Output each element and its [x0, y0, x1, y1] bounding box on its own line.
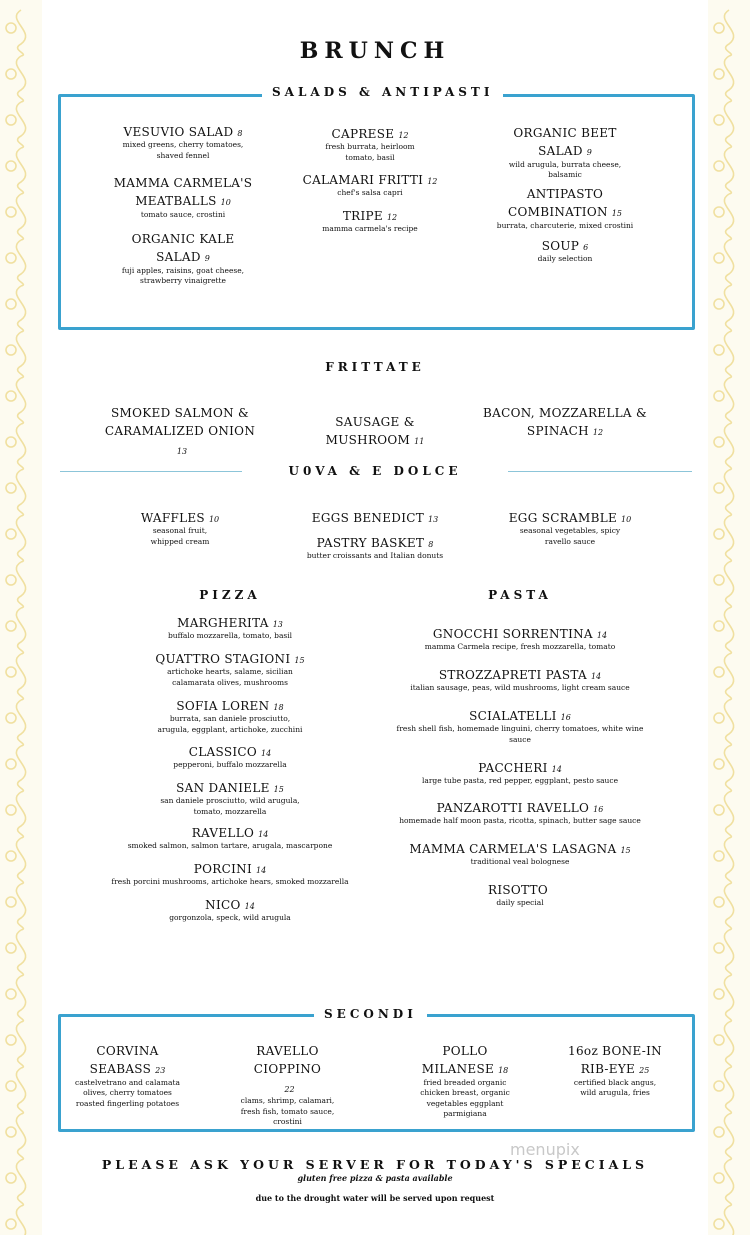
menu-item: CAPRESE 12 fresh burrata, heirloom tomato, basil — [325, 127, 415, 162]
menu-item: RAVELLO 14 smoked salmon, salmon tartare, arugala, mascarpone — [127, 826, 333, 851]
menu-item: 16oz BONE-IN RIB-EYE 25 certified black angus, wild arugula, fries — [568, 1044, 662, 1098]
pasta-heading: PASTA — [488, 588, 552, 602]
menu-item: MARGHERITA 13 buffalo mozzarella, tomato, basil — [167, 616, 293, 641]
frittate-heading: FRITTATE — [325, 360, 425, 374]
menu-item: ORGANIC BEET SALAD 9 wild arugula, burrata cheese, balsamic — [508, 126, 622, 180]
menu-item: WAFFLES 10 seasonal fruit, whipped cream — [140, 511, 220, 546]
divider-line — [60, 471, 242, 472]
menu-item: EGG SCRAMBLE 10 seasonal vegetables, spicy ravello sauce — [508, 511, 632, 546]
menu-item: MAMMA CARMELA'S MEATBALLS 10 tomato sauce, crostini — [113, 176, 253, 219]
menu-item: SAN DANIELE 15 san daniele prosciutto, wild arugula, tomato, mozzarella — [160, 781, 300, 816]
menu-item: RISOTTO daily special — [487, 883, 548, 908]
salads-heading: SALADS & ANTIPASTI — [262, 85, 503, 99]
menu-item: TRIPE 12 mamma carmela's recipe — [322, 209, 418, 234]
menu-item: ORGANIC KALE SALAD 9 fuji apples, raisins, goat cheese, strawberry vinaigrette — [121, 232, 245, 286]
pizza-heading: PIZZA — [199, 588, 261, 602]
menu-item: RAVELLO CIOPPINO 22 clams, shrimp, calamari, fresh fish, tomato sauce, crostini — [240, 1044, 335, 1127]
gluten-free-note: gluten free pizza & pasta available — [297, 1173, 453, 1183]
menu-item: SAUSAGE & MUSHROOM 11 — [325, 415, 425, 448]
secondi-heading: SECONDI — [314, 1007, 427, 1021]
menupix-watermark: menupix — [510, 1140, 580, 1159]
menu-item: VESUVIO SALAD 8 mixed greens, cherry tomatoes, shaved fennel — [122, 125, 244, 160]
menu-item: PACCHERI 14 large tube pasta, red pepper, eggplant, pesto sauce — [421, 761, 619, 786]
menu-item: PANZAROTTI RAVELLO 16 homemade half moon pasta, ricotta, spinach, butter sage sauce — [399, 801, 641, 826]
menu-item: SMOKED SALMON & CARAMALIZED ONION 13 — [104, 406, 256, 456]
uova-heading: U0VA & E DOLCE — [288, 464, 462, 478]
menu-item: SOUP 6 daily selection — [537, 239, 593, 264]
menu-title: BRUNCH — [299, 38, 451, 64]
menu-item: CALAMARI FRITTI 12 chef's salsa capri — [302, 173, 438, 198]
menu-item: BACON, MOZZARELLA & SPINACH 12 — [483, 406, 647, 439]
floral-border-left — [0, 0, 42, 1235]
specials-note: PLEASE ASK YOUR SERVER FOR TODAY'S SPECIALS — [101, 1157, 649, 1172]
menu-item: CORVINA SEABASS 23 castelvetrano and calamata olives, cherry tomatoes roasted fingerling potatoes — [75, 1044, 180, 1108]
floral-border-right — [708, 0, 750, 1235]
water-note: due to the drought water will be served upon request — [255, 1193, 495, 1203]
menu-item: PASTRY BASKET 8 butter croissants and Italian donuts — [306, 536, 444, 561]
menu-item: QUATTRO STAGIONI 15 artichoke hearts, salame, sicilian calamarata olives, mushrooms — [155, 652, 305, 687]
menu-item: MAMMA CARMELA'S LASAGNA 15 traditional veal bolognese — [409, 842, 631, 867]
menu-item: PORCINI 14 fresh porcini mushrooms, artichoke hears, smoked mozzarella — [111, 862, 349, 887]
menu-item: ANTIPASTO COMBINATION 15 burrata, charcuterie, mixed crostini — [496, 187, 634, 230]
menu-item: POLLO MILANESE 18 fried breaded organic chicken breast, organic vegetables eggplant parmigiana — [420, 1044, 510, 1119]
menu-item: CLASSICO 14 pepperoni, buffalo mozzarella — [173, 745, 287, 770]
menu-item: EGGS BENEDICT 13 — [311, 511, 439, 525]
menu-item: NICO 14 gorgonzola, speck, wild arugula — [169, 898, 291, 923]
menu-item: SOFIA LOREN 18 burrata, san daniele prosciutto, arugula, eggplant, artichoke, zucchini — [157, 699, 303, 734]
divider-line — [508, 471, 692, 472]
menu-item: STROZZAPRETI PASTA 14 italian sausage, peas, wild mushrooms, light cream sauce — [410, 668, 630, 693]
menu-item: SCIALATELLI 16 fresh shell fish, homemade linguini, cherry tomatoes, white wine sauce — [396, 709, 644, 744]
menu-item: GNOCCHI SORRENTINA 14 mamma Carmela recipe, fresh mozzarella, tomato — [424, 627, 616, 652]
